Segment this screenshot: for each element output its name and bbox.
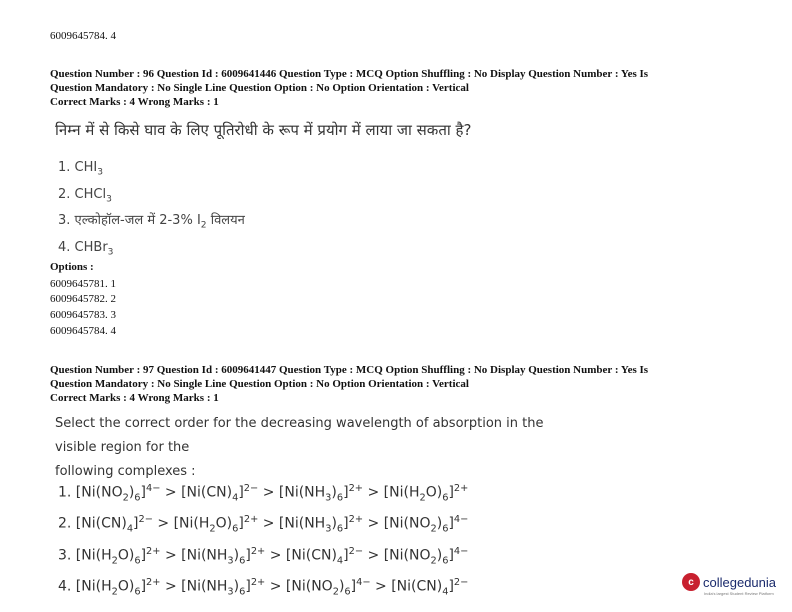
q96-options-label: Options : <box>50 261 94 273</box>
q97-marks: Correct Marks : 4 Wrong Marks : 1 <box>50 392 219 404</box>
q97-question-line2: following complexes : <box>55 464 196 479</box>
q97-question-text <box>55 412 575 484</box>
logo-badge-icon: c <box>682 573 700 591</box>
q96-option-4: 4. CHBr$_3$ <box>58 239 114 258</box>
q96-option-id-1: 6009645781. 1 <box>50 278 116 290</box>
top-option-id: 6009645784. 4 <box>50 30 116 42</box>
q97-option-1: 1. $[Ni(NO_2)_6]^{4-} > [Ni(CN)_4]^{2-} > [Ni(NH_3)_6]^{2+} > [Ni(H_2O)_6]^{2+}$ <box>58 483 469 504</box>
q97-meta-line1: Question Number : 97 Question Id : 6009641447 Question Type : MCQ Option Shuffling : No Display Question Number : Yes Is <box>50 364 649 376</box>
q96-options-list <box>58 157 245 263</box>
q96-option-2: 2. CHCl$_3$ <box>58 186 112 205</box>
q97-option-3: 3. $[Ni(H_2O)_6]^{2+} > [Ni(NH_3)_6]^{2+} > [Ni(CN)_4]^{2-} > [Ni(NO_2)_6]^{4-}$ <box>58 545 469 567</box>
logo-tagline: India's largest Student Review Platform <box>704 591 774 596</box>
q96-meta-line1: Question Number : 96 Question Id : 6009641446 Question Type : MCQ Option Shuffling : No Display Question Number : Yes Is <box>50 68 649 80</box>
q96-option-3: 3. एल्कोहॉल-जल में 2-3% $I_2$ विलयन <box>58 213 245 231</box>
collegedunia-logo <box>682 573 776 596</box>
q96-question-text: निम्न में से किसे घाव के लिए पूतिरोधी के रूप में प्रयोग में लाया जा सकता है? <box>55 121 472 139</box>
q97-option-2: 2. $[Ni(CN)_4]^{2-} > [Ni(H_2O)_6]^{2+} > [Ni(NH_3)_6]^{2+} > [Ni(NO_2)_6]^{4-}$ <box>58 514 469 535</box>
q96-marks: Correct Marks : 4 Wrong Marks : 1 <box>50 96 219 108</box>
q97-option-4: 4. $[Ni(H_2O)_6]^{2+} > [Ni(NH_3)_6]^{2+} > [Ni(NO_2)_6]^{4-} > [Ni(CN)_4]^{2-}$ <box>58 577 469 598</box>
q97-question-line1: Select the correct order for the decreasing wavelength of absorption in the visible region for the <box>55 416 544 455</box>
logo-text: collegedunia <box>703 574 777 590</box>
q96-meta-line2: Question Mandatory : No Single Line Question Option : No Option Orientation : Vertical <box>50 82 469 94</box>
q97-meta-line2: Question Mandatory : No Single Line Question Option : No Option Orientation : Vertical <box>50 378 469 390</box>
q96-option-1: 1. $CHI_3$ <box>58 160 104 178</box>
q96-option-id-2: 6009645782. 2 <box>50 293 116 305</box>
q96-option-id-4: 6009645784. 4 <box>50 325 116 337</box>
q96-option-id-3: 6009645783. 3 <box>50 309 116 321</box>
q97-options-list <box>58 478 468 604</box>
